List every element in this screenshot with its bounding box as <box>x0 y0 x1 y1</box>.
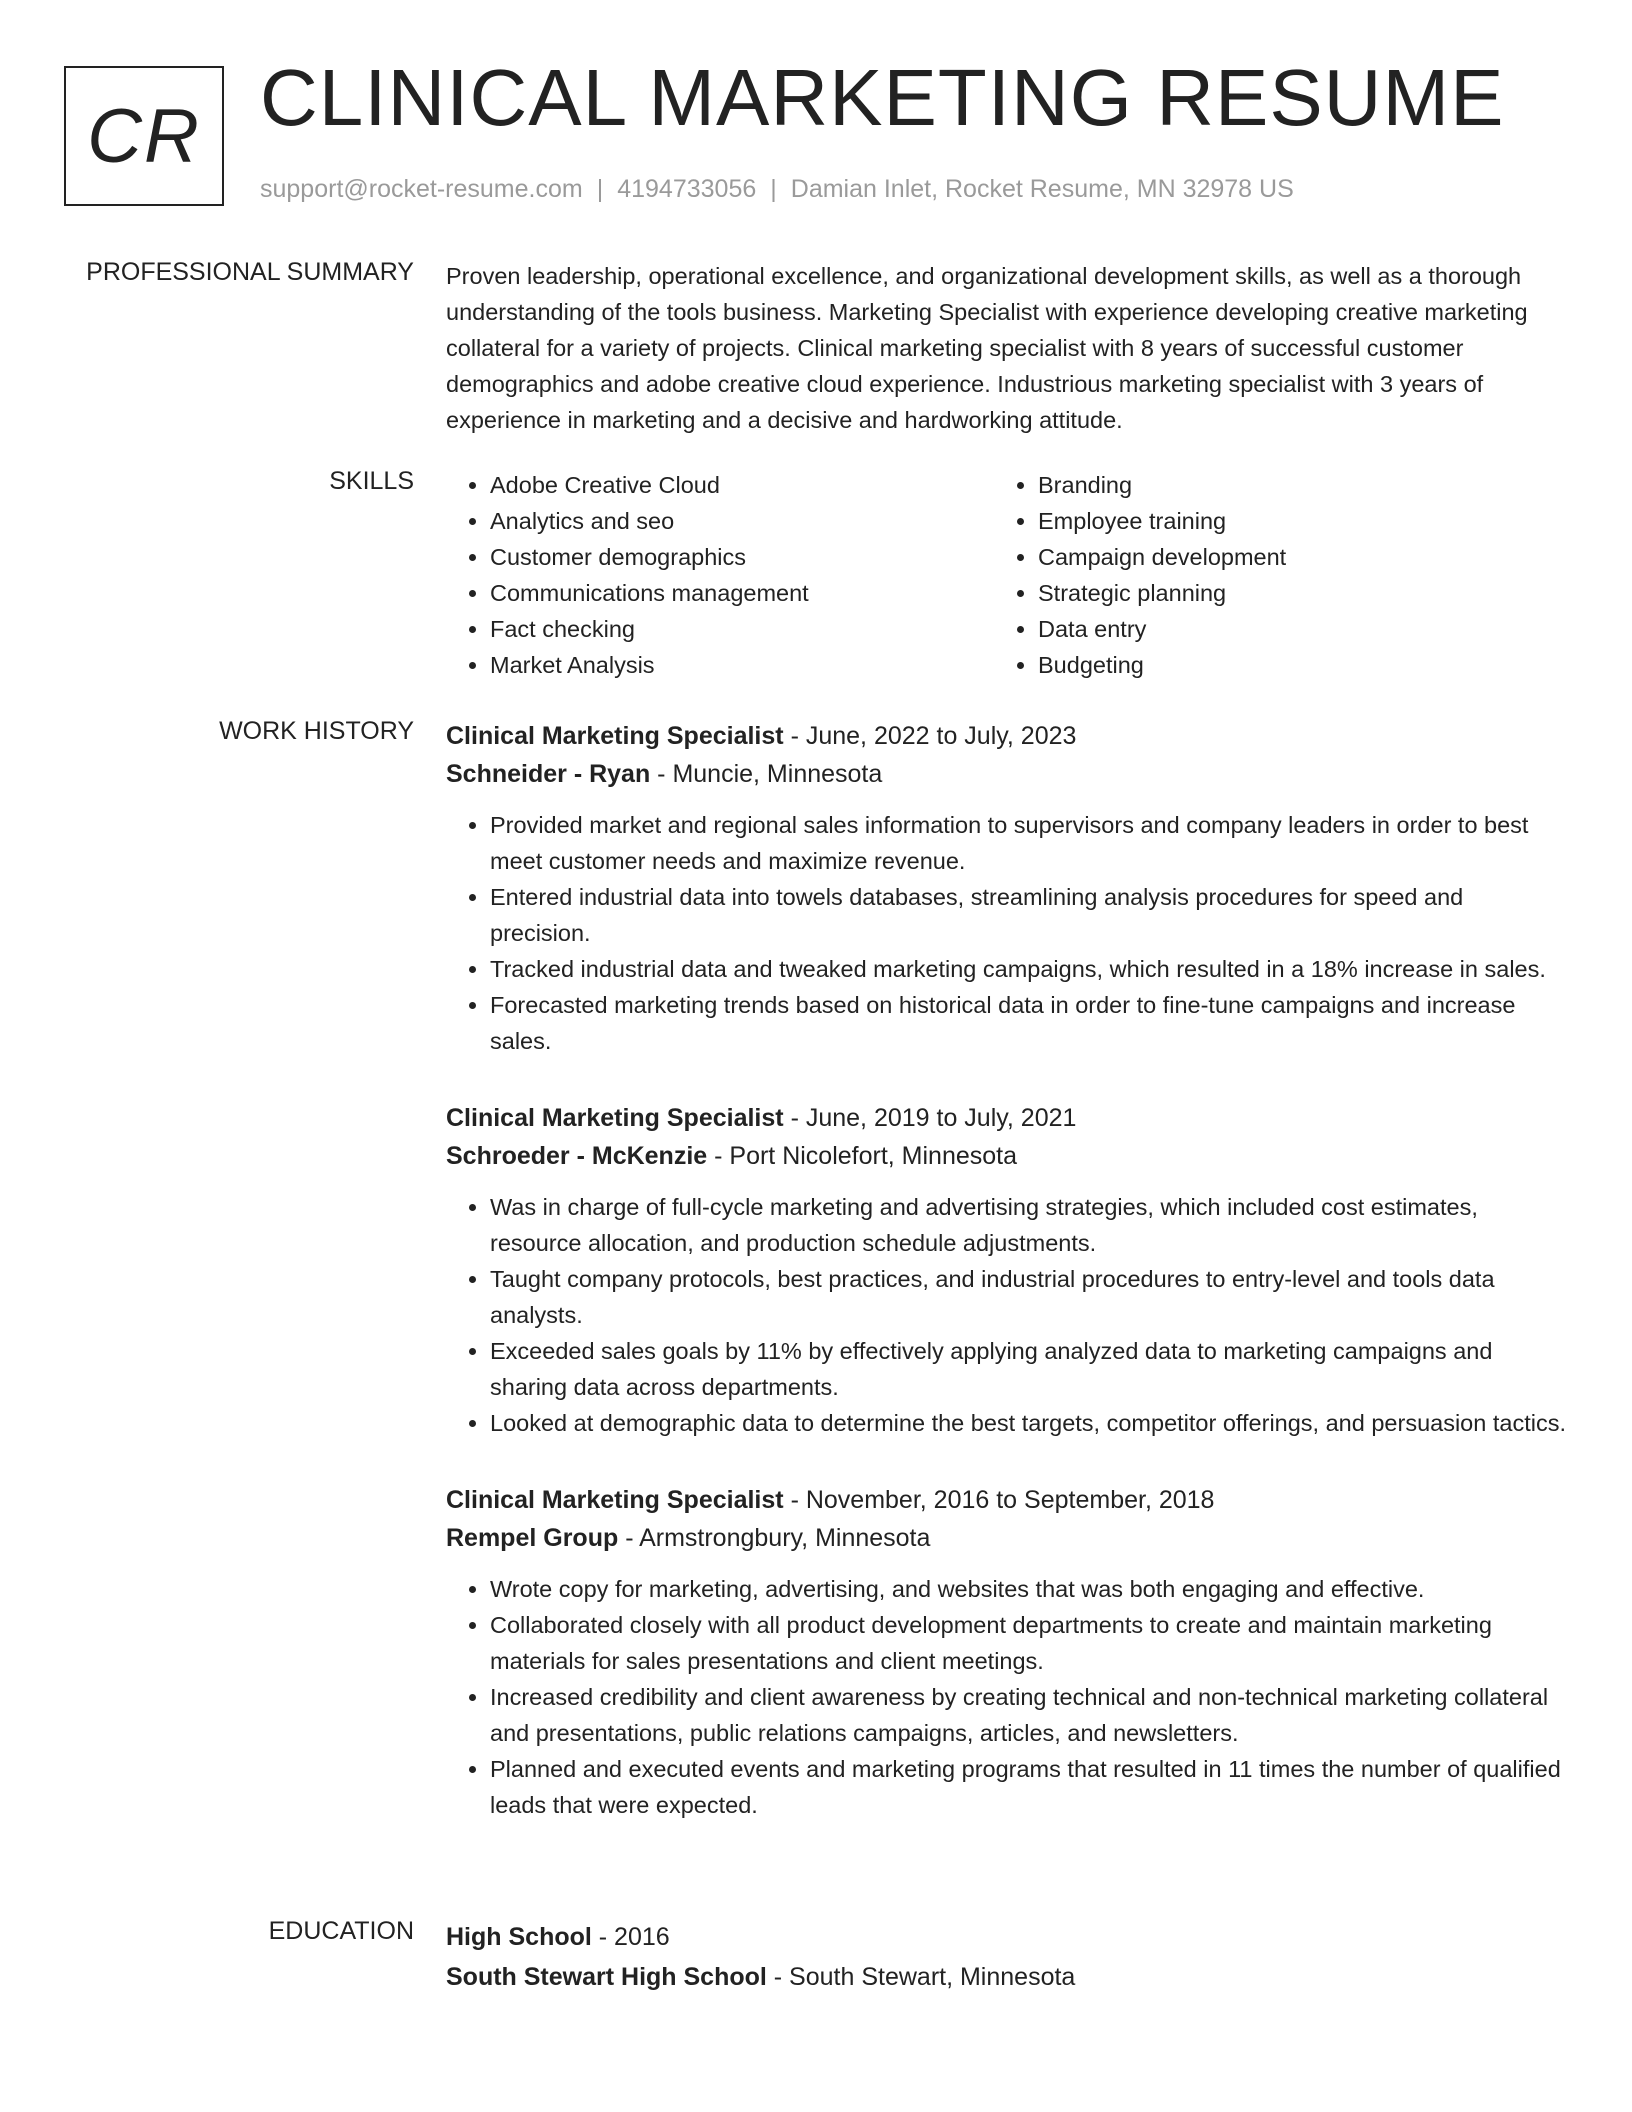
contact-phone[interactable]: 4194733056 <box>617 175 757 203</box>
job-location: - Muncie, Minnesota <box>650 760 883 788</box>
job-bullet: • Forecasted marketing trends based on historical data in order to fine-tune campaigns and increase sales. <box>490 987 1566 1059</box>
skill-item: • Strategic planning <box>1038 575 1542 611</box>
job-entry <box>446 1099 1566 1441</box>
skill-item: • Customer demographics <box>490 539 994 575</box>
education-degree: High School <box>446 1923 592 1951</box>
job-bullet: • Exceeded sales goals by 11% by effectively applying analyzed data to marketing campaigns and sharing data across departments. <box>490 1333 1566 1405</box>
job-location: - Port Nicolefort, Minnesota <box>707 1142 1018 1170</box>
job-bullet: • Increased credibility and client awareness by creating technical and non-technical marketing collateral and presentations, public relations campaigns, articles, and newsletters. <box>490 1679 1566 1751</box>
education-location: - South Stewart, Minnesota <box>766 1963 1076 1991</box>
job-company-line <box>446 755 1566 793</box>
job-company: Rempel Group <box>446 1524 619 1552</box>
education-label: EDUCATION <box>268 1917 414 1945</box>
summary-label: PROFESSIONAL SUMMARY <box>86 258 414 286</box>
job-bullet: • Wrote copy for marketing, advertising, and websites that was both engaging and effective. <box>490 1571 1566 1607</box>
contact-line <box>260 175 1294 204</box>
job-title-line <box>446 1099 1566 1137</box>
job-bullet: • Entered industrial data into towels databases, streamlining analysis procedures for speed and precision. <box>490 879 1566 951</box>
skill-item: • Data entry <box>1038 611 1542 647</box>
job-bullet: • Was in charge of full-cycle marketing and advertising strategies, which included cost estimates, resource allocation, and production schedule adjustments. <box>490 1189 1566 1261</box>
job-title: Clinical Marketing Specialist <box>446 1486 784 1514</box>
job-title: Clinical Marketing Specialist <box>446 1104 784 1132</box>
skill-item: • Employee training <box>1038 503 1542 539</box>
work-history-label: WORK HISTORY <box>219 717 414 745</box>
job-company: Schroeder - McKenzie <box>446 1142 708 1170</box>
job-bullet: • Provided market and regional sales information to supervisors and company leaders in order to best meet customer needs and maximize revenue. <box>490 807 1566 879</box>
job-entry <box>446 1481 1566 1823</box>
job-bullet: • Tracked industrial data and tweaked marketing campaigns, which resulted in a 18% increase in sales. <box>490 951 1566 987</box>
job-bullet: • Planned and executed events and marketing programs that resulted in 11 times the number of qualified leads that were expected. <box>490 1751 1566 1823</box>
job-bullets <box>446 1189 1566 1441</box>
skill-item: • Branding <box>1038 467 1542 503</box>
skill-item: • Analytics and seo <box>490 503 994 539</box>
job-title-line <box>446 717 1566 755</box>
education-school: South Stewart High School <box>446 1963 767 1991</box>
skill-item: • Campaign development <box>1038 539 1542 575</box>
education-degree-line <box>446 1917 1566 1957</box>
summary-text: Proven leadership, operational excellence, and organizational development skills, as well as a thorough understanding of the tools business. Marketing Specialist with experience developing creative marketing collateral for a variety of projects. Clinical marketing specialist with 8 years of successful customer demographics and adobe creative cloud experience. Industrious marketing specialist with 3 years of experience in marketing and a decisive and hardworking attitude. <box>446 263 1528 433</box>
skill-item: • Adobe Creative Cloud <box>490 467 994 503</box>
job-bullet: • Taught company protocols, best practices, and industrial procedures to entry-level and tools data analysts. <box>490 1261 1566 1333</box>
education-year: - 2016 <box>591 1923 670 1951</box>
job-bullets <box>446 807 1566 1059</box>
monogram: CR <box>64 66 224 206</box>
contact-separator: | <box>770 175 777 203</box>
job-company-line <box>446 1519 1566 1557</box>
job-title-line <box>446 1481 1566 1519</box>
skill-item: • Market Analysis <box>490 647 994 683</box>
contact-email[interactable]: support@rocket-resume.com <box>260 175 583 203</box>
skill-item: • Fact checking <box>490 611 994 647</box>
job-company: Schneider - Ryan <box>446 760 651 788</box>
contact-separator: | <box>596 175 604 203</box>
job-entry <box>446 717 1566 1059</box>
skills-list-left <box>446 467 994 683</box>
skills-list-right <box>994 467 1542 683</box>
contact-address: Damian Inlet, Rocket Resume, MN 32978 US <box>790 175 1294 203</box>
job-dates: - June, 2019 to July, 2021 <box>783 1104 1077 1132</box>
job-bullet: • Looked at demographic data to determine the best targets, competitor offerings, and persuasion tactics. <box>490 1405 1566 1441</box>
education-school-line <box>446 1957 1566 1997</box>
job-title: Clinical Marketing Specialist <box>446 722 784 750</box>
job-dates: - November, 2016 to September, 2018 <box>783 1486 1215 1514</box>
job-dates: - June, 2022 to July, 2023 <box>783 722 1077 750</box>
job-company-line <box>446 1137 1566 1175</box>
skills-label: SKILLS <box>329 467 414 495</box>
job-bullets <box>446 1571 1566 1823</box>
job-location: - Armstrongbury, Minnesota <box>618 1524 931 1552</box>
skill-item: • Communications management <box>490 575 994 611</box>
resume-title: CLINICAL MARKETING RESUME <box>260 53 1505 142</box>
skill-item: • Budgeting <box>1038 647 1542 683</box>
job-bullet: • Collaborated closely with all product development departments to create and maintain marketing materials for sales presentations and client meetings. <box>490 1607 1566 1679</box>
